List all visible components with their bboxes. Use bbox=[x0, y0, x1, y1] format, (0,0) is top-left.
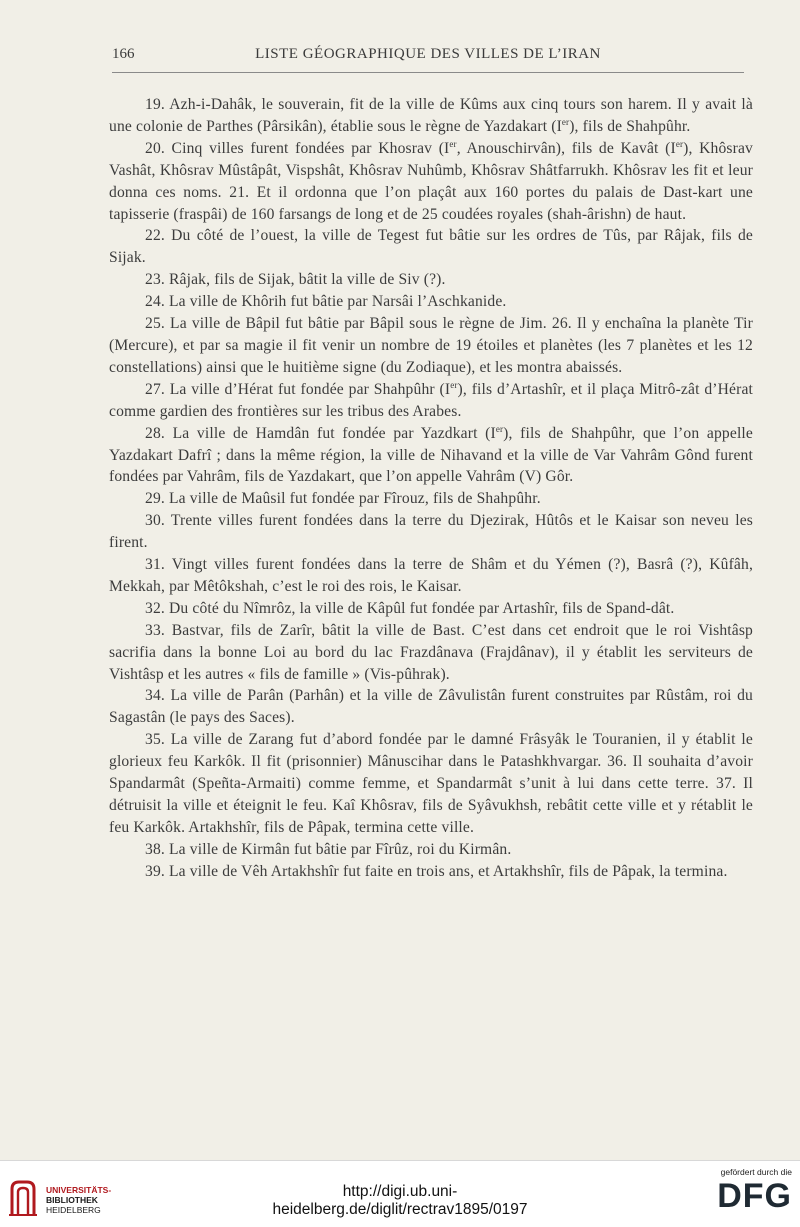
paragraph-30: 30. Trente villes furent fondées dans la terre du Djezirak, Hûtôs et le Kaisar son neveu les firent. bbox=[109, 512, 753, 552]
running-title: LISTE GÉOGRAPHIQUE DES VILLES DE L’IRAN bbox=[255, 46, 601, 62]
page-number: 166 bbox=[112, 46, 135, 62]
library-seal-icon bbox=[8, 1179, 38, 1217]
funder-caption: gefördert durch die bbox=[720, 1167, 792, 1177]
paragraph-20: 20. Cinq villes furent fondées par Khosrav (Ier, Anouschirvân), fils de Kavât (Ier), Khôsrav Vashât, Khôsrav Mûstâpât, Vispshât, Khôsrav Nuhûmb, Khôsrav Shâtfarrukh. Khôsrav les fit et leur donna ces noms. 21. Et il ordonna que l’on plaçât aux 160 portes du palais de Dast-kart une tapisserie (fraspâi) de 160 farsangs de long et de 25 coudées royales (shah-ârishn) de haut. bbox=[109, 138, 753, 223]
paragraph-38: 38. La ville de Kirmân fut bâtie par Fîrûz, roi du Kirmân. bbox=[145, 840, 512, 858]
paragraph-35: 35. La ville de Zarang fut d’abord fondée par le damné Frâsyâk le Touranien, il y établit le glorieux feu Karkôk. Il fit (prisonnier) Mânuscihar dans le Patashkhvargar. 36. Il souhaita d’avoir Spandarmât (Speñta-Armaiti) comme femme, et Spandarmât s’unit à lui dans cette terre. 37. Il détruisit la ville et éteignit le feu. Kaî Khôsrav, fils de Syâvukhsh, rebâtit cette ville et y rétablit le feu Karkôk. Artakhshîr, fils de Pâpak, termina cette ville. bbox=[109, 731, 753, 836]
permalink-url[interactable]: http://digi.ub.uni-heidelberg.de/diglit/rectrav1895/0197 bbox=[272, 1183, 528, 1218]
paragraph-33: 33. Bastvar, fils de Zarîr, bâtit la ville de Bast. C’est dans cet endroit que le roi Vishtâsp sacrifia dans la bonne Loi au bord du lac Frazdânava (Frajdânav), il y établit les serviteurs de Vishtâsp et les autres « fils de famille » (Vis-pûhrak). bbox=[109, 621, 753, 683]
dfg-logo[interactable] bbox=[700, 1167, 792, 1215]
paragraph-25: 25. La ville de Bâpil fut bâtie par Bâpil sous le règne de Jim. 26. Il y enchaîna la planète Tir (Mercure), et par sa magie il fit venir un nombre de 19 étoiles et planètes (les 7 planètes et les 12 constellations) ainsi que le huitième signe (du Zodiaque), et les montra abaissés. bbox=[109, 315, 753, 376]
paragraph-24: 24. La ville de Khôrih fut bâtie par Narsâi l’Aschkanide. bbox=[145, 293, 507, 311]
paragraph-34: 34. La ville de Parân (Parhân) et la ville de Zâvulistân furent construites par Rûstâm, roi du Sagastân (le pays des Saces). bbox=[109, 687, 753, 727]
dfg-mark: DFG bbox=[717, 1177, 792, 1215]
paragraph-28: 28. La ville de Hamdân fut fondée par Yazdkart (Ier), fils de Shahpûhr, que l’on appelle Yazdakart Dafrî ; dans la même région, la ville de Nihavand et la ville de Var Vahrâm Gônd furent fondées par Vahrâm, fils de Yazdakart, que l’on appelle Vahrâm (V) Gôr. bbox=[109, 423, 753, 486]
paragraph-27: 27. La ville d’Hérat fut fondée par Shahpûhr (Ier), fils d’Artashîr, et il plaça Mitrô-zât d’Hérat comme gardien des frontières sur les tribus des Arabes. bbox=[109, 379, 753, 420]
paragraph-23: 23. Râjak, fils de Sijak, bâtit la ville de Siv (?). bbox=[145, 271, 446, 289]
header-rule bbox=[112, 72, 744, 73]
paragraph-32: 32. Du côté du Nîmrôz, la ville de Kâpûl fut fondée par Artashîr, fils de Spand-dât. bbox=[145, 599, 675, 617]
paragraph-39: 39. La ville de Vêh Artakhshîr fut faite en trois ans, et Artakhshîr, fils de Pâpak, la termina. bbox=[145, 862, 728, 880]
page-header bbox=[112, 46, 744, 68]
body-text bbox=[109, 94, 753, 883]
paragraph-22: 22. Du côté de l’ouest, la ville de Tegest fut bâtie sur les ordres de Tûs, par Râjak, fils de Sijak. bbox=[109, 227, 753, 267]
paragraph-29: 29. La ville de Maûsil fut fondée par Fîrouz, fils de Shahpûhr. bbox=[145, 490, 541, 508]
library-name: UNIVERSITÄTS- BIBLIOTHEK HEIDELBERG bbox=[46, 1185, 112, 1215]
paragraph-31: 31. Vingt villes furent fondées dans la terre de Shâm et du Yémen (?), Basrâ (?), Kûfâh, Mekkah, par Mêtôkshah, c’est le roi des rois, le Kaisar. bbox=[109, 556, 753, 595]
viewer-footer bbox=[0, 1160, 800, 1227]
paragraph-19: 19. Azh-i-Dahâk, le souverain, fit de la ville de Kûms aux cinq tours son harem. Il y avait là une colonie de Parthes (Pârsikân), établie sous le règne de Yazdakart (Ier), fils de Shahpûhr. bbox=[109, 96, 753, 135]
library-logo[interactable] bbox=[8, 1179, 138, 1219]
